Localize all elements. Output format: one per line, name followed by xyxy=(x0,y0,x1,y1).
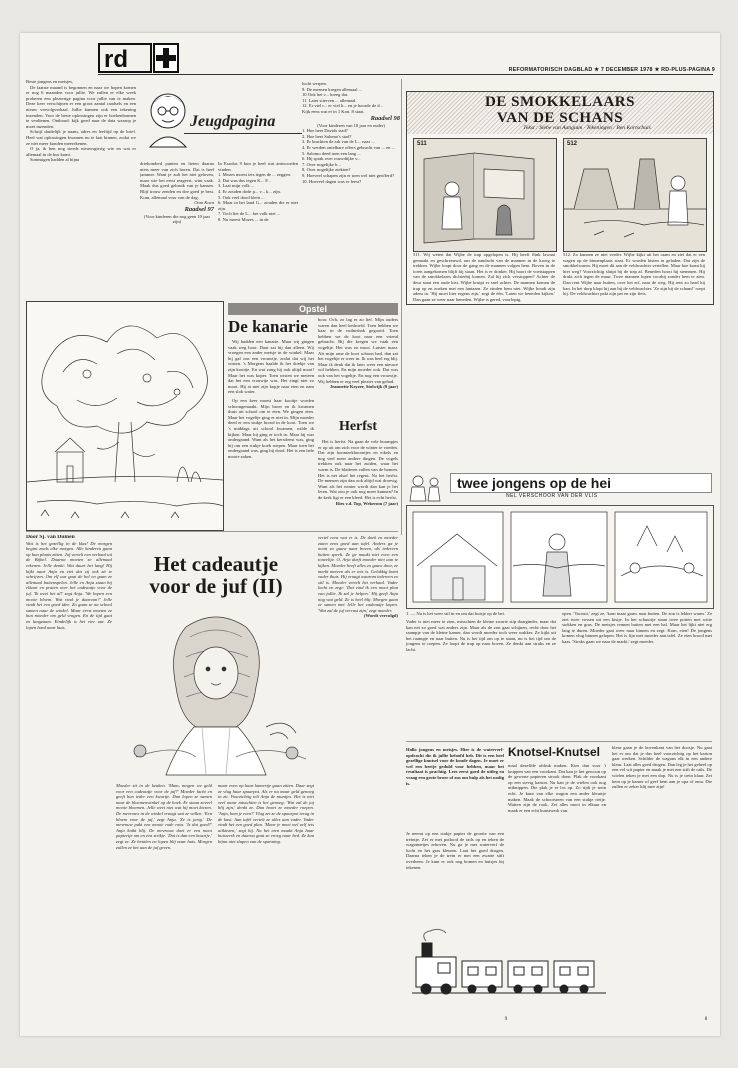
knutsel-divider xyxy=(406,741,712,742)
r97-q4: 4. Er zouden dode p... v... k... zijn. xyxy=(218,188,281,194)
r98-q2: 2. Hoe heet Salomo's stad? xyxy=(302,133,352,139)
r98-q3: 3. Er brachten de ark van de L... naar ... xyxy=(302,139,375,145)
raadsel97-intro: In Exodus 9 kun je heel wat antwoorden vinden. xyxy=(218,161,298,172)
train-illustration xyxy=(406,927,712,1013)
opstel-label-bar xyxy=(228,303,398,315)
herfst-text: Het is herfst. Na gaan de vele boompjes er op uit om zich voor de winter te voeden. Dat zijn boomeekhoorntjes en eikels en nog veel meer andere dingen. De vogels trekken ook naar het zuiden, waar het warm is. De bladeren vallen van de bomen. Het is net alsof het regent. Na het herfst. De mensen zijn dan ook altijd wat droevig. Want als het winter wordt dan kan je het leren. Wat zou je ook nog meer kunnen? In de kerk ligt er een kleed. Het is echt herfst. xyxy=(318,439,398,500)
r98-q10: 10. Hoeveel dagen was er feest? xyxy=(302,178,362,184)
knutsel-col3: kleur gaan je de bovenkant van het doosje. Nu gaat het er om dat je dus heel voorzichtig op het karton gaat werken. Schilder de wagons elk in een andere kleur. Laat alles goed drogen. Dan leg je het geheel op een vel wit papier en maak je met een stift de rails. De wielen teken je met een dop. Nu is je trein klaar. Zet hem op je kamer of geef hem aan je opa of oma. Die zullen er zeker blij mee zijn! xyxy=(612,745,712,790)
panel-511-number: 511 xyxy=(417,141,427,147)
twee-jongens-title: twee jongens op de hei xyxy=(457,475,612,491)
r97-q5: 5. Ook veel dood klein ... xyxy=(218,194,265,200)
r98-lead: lucht werpen. xyxy=(302,81,328,86)
twee-jongens-col1: Vader is niet meer te zien, misschien de kleine zwarte stip daarginder, maar dat kan net zo goed wat anders zijn. Maar als de zon gaat schijnen, recht door het raampje van de kleine kamer, dan wordt moeder toch weer wakker. Ze kijkt uit het raampje en naar buiten. Nu is het tijd om op te staan, nu is het tijd om de jongens te roepen. Ze loopt de trap op naar boven. Ze denkt aan straks en ze lacht. xyxy=(406,619,556,652)
child-drawing-tree xyxy=(26,301,224,531)
knutsel-col2: maal dezelfde afdruk maken. Kies dan voor 't knippen van een voorkant. Dat kan je het gewoon op de gewone papieren strook doen. Plak de voorkant op een stevig karton. Nu kan je de wielen ook nog uitknippen. Die plak je er los op. Zo rijdt je trein echt. Je kunt van elke wagon een ander kleurtje maken. Maak de schoorsteen van een stukje rietje. Watten zijn de rook. Zet alles mooi in elkaar en maak er een echt kunstwerk van. xyxy=(508,763,606,813)
cadeautje-col1 xyxy=(26,535,112,1029)
r98-q7: 7. Over nogelijke h... xyxy=(302,161,341,167)
r98-q9: 9. Hoeveel schapen zijn er toen wel niet geofferd? xyxy=(302,172,395,178)
panel-512-caption: 512. Zo kunnen ze niet verder. Wijbe kijkt uit het raam en ziet dat er een wagen op de binnenplaats staat. Er worden kisten in geladen. Dat zijn de smokkelwaren. Hij moet dit aan de veldwachter vertellen. Maar hoe komt hij hier weg? Voorzichtig sluipt hij de trap af. Beneden hoort hij stemmen. Hij drukt zich tegen de muur. Twee mannen lopen voorbij zonder hem te zien. Dan rent Wijbe naar buiten, over het erf, naar de weg. Hij rent zo hard hij kan. In het dorp klopt hij aan bij de veldwachter. 'Ze zijn bij de schans!' roept hij. De veldwachter pakt zijn pet en zijn fiets. xyxy=(563,252,705,297)
r98-q5: 5. Salomo deed toen een lang ... xyxy=(302,150,361,156)
smokkelaars-title-line2: VAN DE SCHANS xyxy=(496,110,624,126)
page-number-right: 8 xyxy=(704,1017,708,1022)
kanarie-col2 xyxy=(318,317,398,417)
smokkelaars-title-line1: DE SMOKKELAARS xyxy=(485,94,635,110)
jeugd-col2 xyxy=(140,161,214,301)
r97-q2: 2. Dat was dus tegen K... F... xyxy=(218,177,271,183)
raadsel97-title: Raadsel 97 xyxy=(184,205,214,213)
cadeautje-continued: (Wordt vervolgd) xyxy=(363,613,398,619)
raadsel98-subtitle: (Voor kinderen van 10 jaar en ouder) xyxy=(317,122,385,128)
logo-text: rd xyxy=(104,46,128,73)
cadeautje-col1-text: Wat is het gezellig in de klas! De morgen begint zoals elke morgen. Alle kinderen gaan op hun plaats zitten. Juf vertelt een verhaal uit de Bijbel. Daarna moeten ze allemaal rekenen. Jelle denkt: Wat duurt het lang! Hij kijkt naar Anja en ziet dat zij ook zit te schrijven. Om elf uur gaat de bel en gaan ze allemaal buitenspelen. Jelle en Anja staan bij elkaar en praten over het cadeautje voor de juf. 'Ik weet het al!' zegt Anja. 'We kopen een mooie bloem. Wat vind je daarvan?' Jelle vindt het een goed idee. Zo gaan ze na school samen naar de winkel. Maar eerst moeten ze hun moeder om geld vragen. En de tijd gaat zo langzaam. Eindelijk is het vier uur. Ze lopen hard naar huis. xyxy=(26,540,112,630)
jeugd-col2-text: driehonderd punten en lieten daarna niets meer van zich horen. Dat is heel jammer. Want je zult het niet geloven, maar wie het eerst reageert, wint vaak. Maak dus goed gebruik van je kansen. Blijf trouw zenden en doe goed je best. Kom, allemaal voor van de dag. xyxy=(140,161,214,200)
r97-q3: 3. Laat mijn volk ... xyxy=(218,183,255,189)
raadsel97-questions xyxy=(218,161,298,301)
kanarie-title: De kanarie xyxy=(228,317,308,336)
newspaper-page xyxy=(20,33,720,1036)
r98-intro: Kijk eens wat er in 1 Kon. 8 staat. xyxy=(302,108,365,114)
r98-top3: 12. Er viel r... er viel h... en je hoorde de d... xyxy=(302,103,384,109)
intro-p5: Sommigen hadden al bijna xyxy=(30,157,80,163)
twee-jongens-header xyxy=(406,473,712,503)
twee-jongens-strip xyxy=(406,505,714,609)
twee-jongens-author: NEL VERSCHOOR VAN DER VLIS xyxy=(506,493,598,499)
r98-top1: 10 Ook het v... kreeg dat. xyxy=(302,92,349,98)
r97-q6: 6. Maar in het land G... zouden die er niet zijn. xyxy=(218,200,298,211)
smokkelaars-credit: Tekst : Siebe van Aangium · Tekeningen : Ben Kortschuis xyxy=(523,125,651,131)
girl-illustration xyxy=(116,607,316,777)
jeugd-title-box xyxy=(190,113,290,141)
kanarie-text3: hoor. Och, zo lag er zo lief. Mijn ouders waren dan heel bedroefd. Toen hebben we haar in de vuilnisbak gegooid. Toen hebben we de kooi naar een vriend gebracht. Bij die kregen we vaak een vogeltje. Het was zo mooi. Luister maar. Als mijn ome de kooi schoon had, dan zat het vogeltje er weer in. Ik was heel erg blij. Maar ik denk dat ik later weer een nieuwe wil hebben. En mijn moeder ook. Dat was ook van het vogeltje. En nog een vrouwtje. Wij hebben er erg veel plezier van gehad. xyxy=(318,317,398,384)
knutsel-text: Je neemt op een stukje papier de grootte van een treintje. Zet er met potlood de rails op en teken de wagonnetjes erboven. Nu ga je met waterverf de lucht en het gras kleuren. Laat het goed drogen. Daarna teken je de trein er met een zwarte stift overheen. Je kunt er ook nog bomen en huisjes bij tekenen. xyxy=(406,831,504,870)
raadsel98-column xyxy=(302,81,400,303)
twee-jongens-vignette-icon xyxy=(406,473,446,503)
jeugd-title: Jeugdpagina xyxy=(190,113,276,130)
herfst-signature: Ries v.d. Top, Wekerom (7 jaar) xyxy=(335,500,398,506)
cadeautje-title-line2: voor de juf (II) xyxy=(149,574,283,598)
cadeautje-title-line1: Het cadeautje xyxy=(153,552,279,576)
title-underline xyxy=(184,133,302,134)
r98-top2: 11. Later stierven ... allemaal. xyxy=(302,97,357,103)
r98-q8: 8. Over nogelijke ziekten? xyxy=(302,167,351,173)
cadeautje-col3-text: maar even op haar kamertje gaan zitten. Daar zegt ze vlug haar spaarpot. Als er nu maar geld genoeg in zit. Voorzichtig telt Anja de muntjes. Het is niet veel maar misschien is het genoeg. 'Wat zal de juf blij zijn,' denkt ze. Dan hoort ze moeder roepen. 'Anja, kom je eten?' Vlug zet ze de spaarpot terug in de kast. Aan tafel vertelt ze alles aan vader. Vader vindt het een goed plan. 'Maar je moet wel zelf iets uitkiezen,' zegt hij. Na het eten maakt Anja haar huiswerk en daarna gaat ze vroeg naar bed. Ze kan bijna niet slapen van de spanning. xyxy=(218,783,314,844)
twee-jongens-caption-lead: 1. — Nu is het weer stil in en om dat huisje op de hei. xyxy=(406,611,506,616)
page-number-left: 9 xyxy=(504,1017,508,1022)
top-rule xyxy=(98,74,713,75)
kanarie-signature: Jeannette Keyzer, Stolwijk (9 jaar) xyxy=(329,384,398,390)
kanarie-text1: Wij hadden een kanarie. Maar wij gingen vaak weg hoor. Daar zat hij dan alleen. Wij vroegen een ander meisje in de winkel. Maar hij gaf ons een vrouwtje, zodat dat wij het wisten. 's Morgens haalde ik het doekje van zijn kooitje. En wat zong hij ook altijd mooi! Maar het was koper. Toen wisten we meteen dat het een vrouwtje was. Het zingt niet zo mooi. Hij at met zijn kopje naar eten en nam een slok water. xyxy=(228,339,314,395)
intro-p2: De laatste maand is begonnen en naar we hopen komen er nog 6 maanden voor jullie. We zullen er elke week proberen een plezierige pagina voor jullie van te maken. Deze keer verschijnen er een groot aantal raadsels en een nieuw vervolgverhaal. Jullie kunnen ook een tekening inzenden. Voor de beste oplossingen zijn er boekenbonnen te verdienen. Onthoud: kijk goed naar de data waarop je moet inzenden. xyxy=(26,84,136,129)
jeugd-cartoon-boy xyxy=(138,85,198,149)
kanarie-col1 xyxy=(228,339,314,529)
jeugd-intro-column xyxy=(26,79,136,301)
twee-jongens-title-box xyxy=(450,473,712,493)
r98-q4: 4. Er werden ontelbare offers gebracht van ... en ... xyxy=(302,144,396,150)
r97-q8: 8. Nu moest Mozes ... in de xyxy=(218,216,269,222)
knutsel-title: Knotsel-Knutsel xyxy=(508,745,601,759)
raadsel97-subtitle: (Voor kinderen die nog geen 10 jaar zijn) xyxy=(144,213,210,225)
r97-q7: 7. Toch liet de L... het volk niet ... xyxy=(218,211,281,217)
cadeautje-col2-text: Moeder zit in de keuken. 'Mam, mogen we geld voor een cadeautje voor de juf?' Moeder lacht en geeft hun ieder een kwartje. Dan lopen ze samen naar de bloemenwinkel op de hoek. Er staan zoveel mooie bloemen. Jelle weet niet wat hij moet kiezen. De mevrouw in de winkel vraagt wat ze willen. 'Een bloem voor de juf,' zegt Anja. 'Ze is jarig.' De mevrouw pakt een mooie rode roos. 'Is dat goed?' Anja knikt blij. De mevrouw doet er een mooi papiertje om en een strikje. 'Dat is dan een kwartje,' zegt ze. Ze betalen en lopen blij naar huis. Morgen zullen ze het aan de juf geven. xyxy=(116,783,212,850)
cadeautje-col4-text: vertel eens wat er is. De doek en moeder zaten eens goed aan tafel. Anders ga je nooit zo gauw naar boven, als iedereen buiten speelt. Ze ge maakt niet even een toneeltje. O, Arja durft moeder niet aan te kijken. Moeder heeft alles zo gauw door, ze merkt meteen als er iets is. Gelukkig komt vader thuis. Hij vraagt waarom iedereen zo stil is. Moeder vertelt het verhaal. Vader lacht en zegt: 'Dat vind ik een mooi plan van jullie. Ik zal je helpen.' Hij geeft Anja nog wat geld. Ze is heel blij. Morgen gaan ze samen met Jelle het cadeautje kopen. 'Wat zal de juf verrast zijn,' zegt moeder. xyxy=(318,535,398,613)
intro-p3: Schrijf duidelijk je naam, adres en leeftijd op de brief. Heel wat oplossingen kwamen nu te laat binnen, zodat we ze niet meer konden meerekenen. xyxy=(26,129,136,146)
raadsel98-title: Raadsel 98 xyxy=(370,114,400,122)
knutsel-intro: Hallo jongens en meisjes. Hier is de waterverf-opdracht die ik jullie beloofd heb. Dit is een heel gezellige knutsel voor de koude dagen. Je moet er wel een beetje geduld voor hebben, maar het resultaat is prachtig. Lees eerst goed de uitleg en vraag een grote broer of zus om hulp als het nodig is. xyxy=(406,747,504,786)
cadeautje-author: Door Sj. van Duinen xyxy=(26,535,75,540)
comic-panel-512 xyxy=(563,138,707,252)
r97-q1: 1. Mozes moest iets tegen de ... zeggen. xyxy=(218,172,291,178)
kanarie-text2: Op een keer moest haar kooitje worden schoongemaakt. Mijn broer en ik kwamen thuis uit school om te eten. We gingen eten. Maar het vogeltje ging er niet in. Mijn moeder deed er een stukje brood in de kooi. Toen we 's middags uit school kwamen, wilde ik kijken. Maar hij ging er toch in. Maar hij was ondergaand. Want als het kerstfeest was, ging hij om een stukje koek roepen. Maar toen het ondergaand was, ging hij dood. Het is een hele mooie zaken. xyxy=(228,397,314,459)
r98-q6: 6. Hij sprak over rouwdiijke v... xyxy=(302,156,361,162)
r98-q1: 1. Hoe heet Davids stad? xyxy=(302,128,348,134)
smokkelaars-title xyxy=(415,94,705,126)
smokkelaars-comic xyxy=(406,91,714,305)
intro-p1: Beste jongens en meisjes, xyxy=(26,79,74,84)
cadeautje-col4 xyxy=(318,535,398,1029)
jeugd-signature: Oom Koen xyxy=(194,200,214,206)
rd-plus-logo xyxy=(98,43,180,73)
herfst-title: Herfst xyxy=(338,419,378,434)
paper-dateline: REFORMATORISCH DAGBLAD ★ 7 DECEMBER 1978 ★ RD-PLUS-PAGINA 9 xyxy=(508,67,715,73)
panel-511-caption: 511. Wij weten dat Wijbe de trap opgelopen is. Hij heeft flink lawaai gemaakt en geschreeuwd, om de aandacht van de mannen in de kroeg te trekken. Wijbe loopt door de gang en de mannen volgen hem. Boven in de toren aangekomen blijft hij staan. Het is er donker. Hij hoort de voetstappen van de smokkelaars dichterbij komen. Zal hij zich verstoppen? Achter de deur staat een oude kist. Wijbe kruipt er snel achter. De mannen komen de trap op en zoeken met een lantaarn. Ze vinden hem niet. Wijbe houdt zijn adem in. 'Hij moet hier ergens zijn,' zegt de één. 'Laten we beneden kijken.' Dan gaan ze weer naar beneden. Wijbe is gered, voorlopig. xyxy=(413,252,555,302)
column-divider xyxy=(401,79,402,535)
section-divider xyxy=(26,531,398,532)
panel-512-number: 512 xyxy=(567,141,578,147)
twee-jongens-col2: open. 'Vooruit,' zegt ze, 'kom maar gauw naar buiten. De zon is lekker warm.' Ze ziet twee vossen uit een kistje. In het schuurtje staan twee potten met witte stokken en gras. De meisjes rennen buiten met een bal. Maar het lijkt niet erg lang te duren. Moeder gaat weer naar binnen en zegt: Kom, eten! De jongens komen vlug binnen gelopen. Het is fijn met moeder aan tafel. Ze eten brood met kaas. 'Straks gaan we naar de markt,' zegt moeder. xyxy=(562,611,712,644)
opstel-label: Opstel xyxy=(298,304,327,314)
comic-panel-511 xyxy=(413,138,557,252)
cadeautje-col2 xyxy=(116,783,212,1029)
cadeautje-title xyxy=(116,553,316,601)
herfst-column xyxy=(318,439,398,529)
r98-lead2: 9. De mensen kregen allemaal ... xyxy=(302,86,363,92)
cadeautje-col3 xyxy=(218,783,314,1029)
intro-p4: O ja, ik ben nog steeds nieuwsgierig wie en wat er allemaal in de bus komt. xyxy=(26,146,136,157)
